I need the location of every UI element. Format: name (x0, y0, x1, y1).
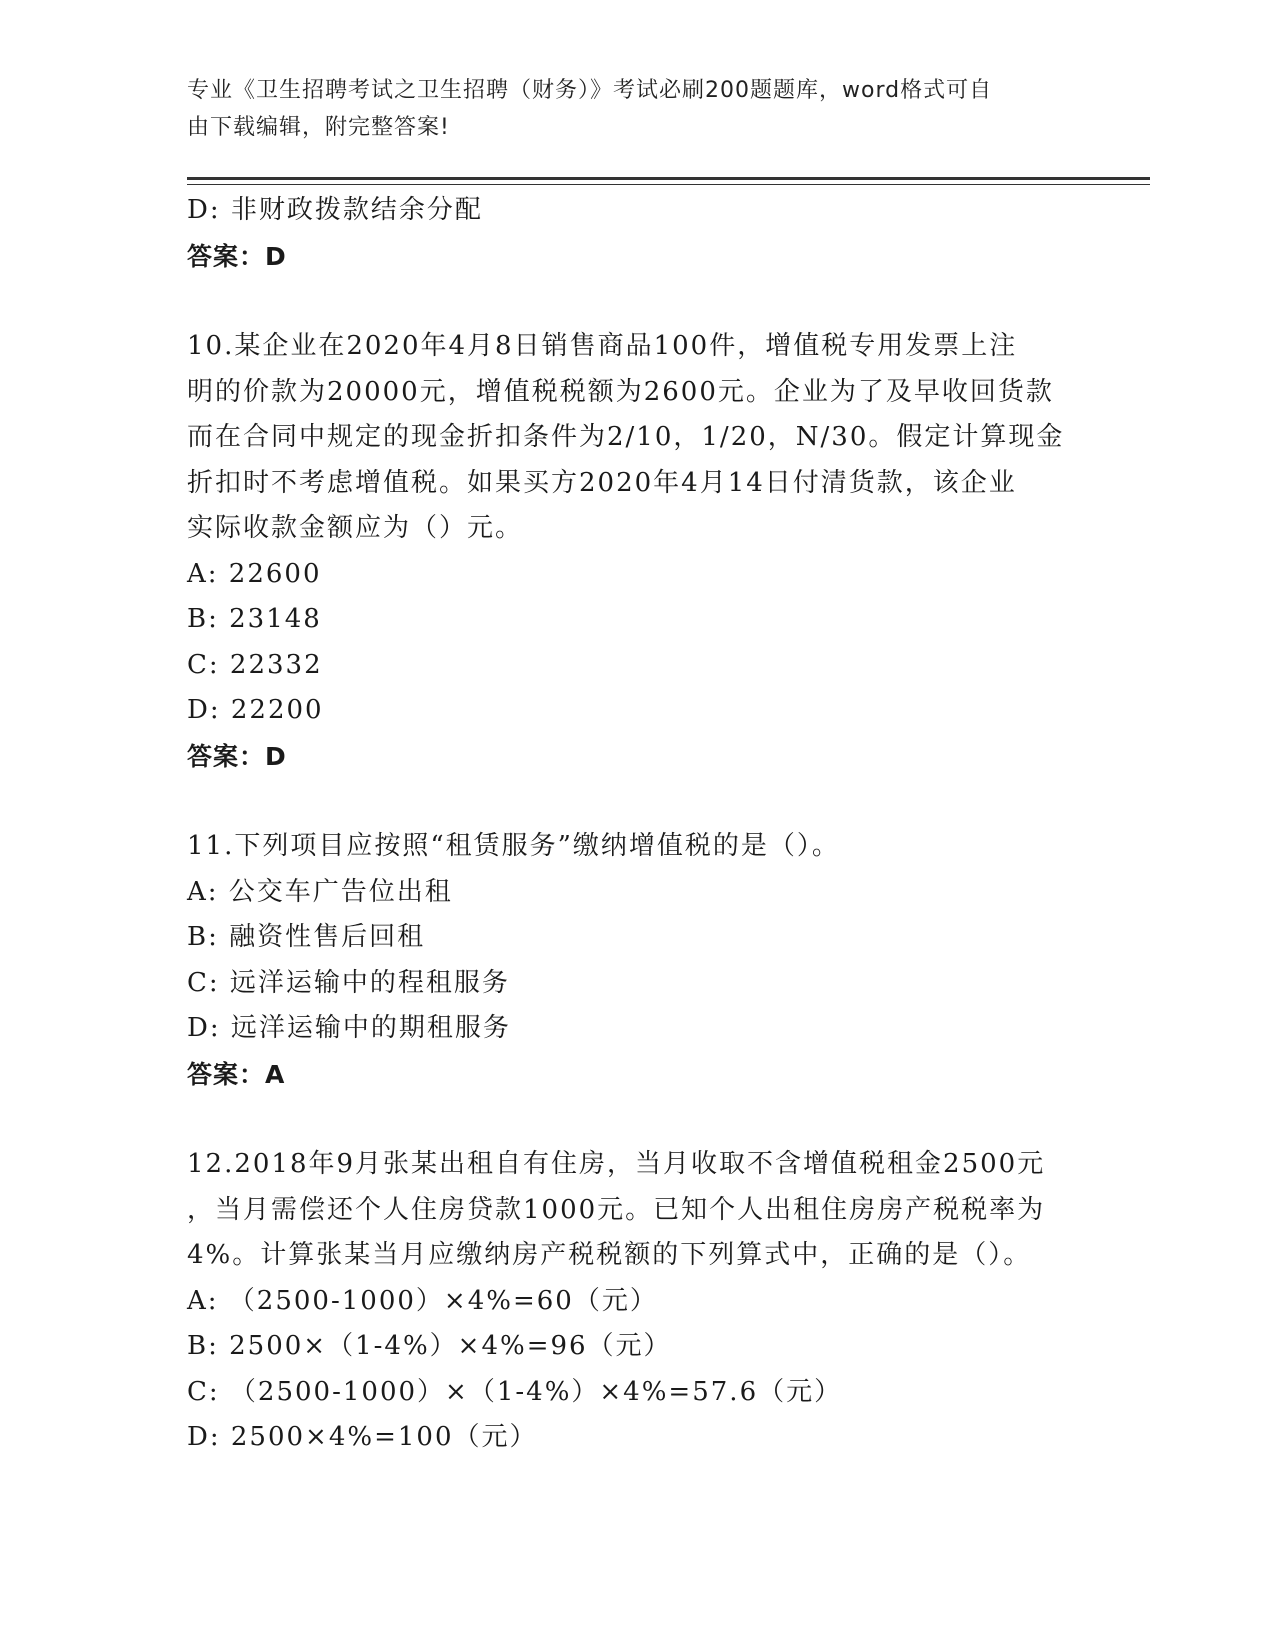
question-10-option-d: D: 22200 (187, 695, 324, 725)
header-line-1: 专业《卫生招聘考试之卫生招聘（财务）》考试必刷200题题库，word格式可自 (187, 78, 993, 103)
question-12-option-b: B: 2500×（1-4%）×4%=96（元） (187, 1331, 672, 1361)
question-12 (187, 1142, 1087, 1461)
question-10 (187, 324, 1087, 779)
question-12-stem-line: ，当月需偿还个人住房贷款1000元。已知个人出租住房房产税税率为 (187, 1194, 1046, 1225)
prev-question-option-d: D: 非财政拨款结余分配 (187, 195, 483, 225)
question-10-option-a: A: 22600 (187, 558, 322, 589)
question-12-stem-line: 12.2018年9月张某出租自有住房，当月收取不含增值税租金2500元 (187, 1149, 1046, 1179)
question-10-stem-line: 实际收款金额应为（）元。 (187, 513, 524, 543)
question-10-option-b: B: 23148 (187, 604, 322, 634)
question-11-option-d: D: 远洋运输中的期租服务 (187, 1013, 511, 1043)
question-11 (187, 824, 1087, 1097)
question-11-stem: 11.下列项目应按照“租赁服务”缴纳增值税的是（）。 (187, 831, 840, 861)
spacer (187, 279, 1087, 324)
question-12-option-a: A: （2500-1000）×4%=60（元） (187, 1285, 658, 1316)
header-divider-thick (187, 177, 1150, 180)
question-11-option-b: B: 融资性售后回租 (187, 922, 426, 952)
question-12-stem-line: 4%。计算张某当月应缴纳房产税税额的下列算式中，正确的是（）。 (187, 1240, 1032, 1270)
spacer (187, 779, 1087, 824)
question-10-stem-line: 折扣时不考虑增值税。如果买方2020年4月14日付清货款，该企业 (187, 467, 1017, 498)
spacer (187, 1097, 1087, 1142)
question-content (187, 188, 1087, 1461)
question-10-stem-line: 明的价款为20000元，增值税税额为2600元。企业为了及早收回货款 (187, 376, 1054, 407)
document-header (187, 72, 1067, 146)
question-10-option-c: C: 22332 (187, 649, 323, 680)
question-10-answer: 答案：D (187, 741, 287, 771)
question-10-stem-line: 而在合同中规定的现金折扣条件为2/10，1/20，N/30。假定计算现金 (187, 422, 1065, 452)
header-divider-thin (187, 184, 1150, 185)
header-line-2: 由下载编辑，附完整答案! (187, 115, 450, 140)
question-11-option-a: A: 公交车广告位出租 (187, 876, 453, 907)
question-12-option-d: D: 2500×4%=100（元） (187, 1422, 538, 1452)
question-12-option-c: C: （2500-1000）×（1-4%）×4%=57.6（元） (187, 1376, 843, 1407)
question-11-option-c: C: 远洋运输中的程租服务 (187, 967, 510, 998)
question-11-answer: 答案：A (187, 1059, 286, 1089)
prev-question-answer: 答案：D (187, 241, 287, 271)
question-10-stem-line: 10.某企业在2020年4月8日销售商品100件，增值税专用发票上注 (187, 331, 1018, 361)
